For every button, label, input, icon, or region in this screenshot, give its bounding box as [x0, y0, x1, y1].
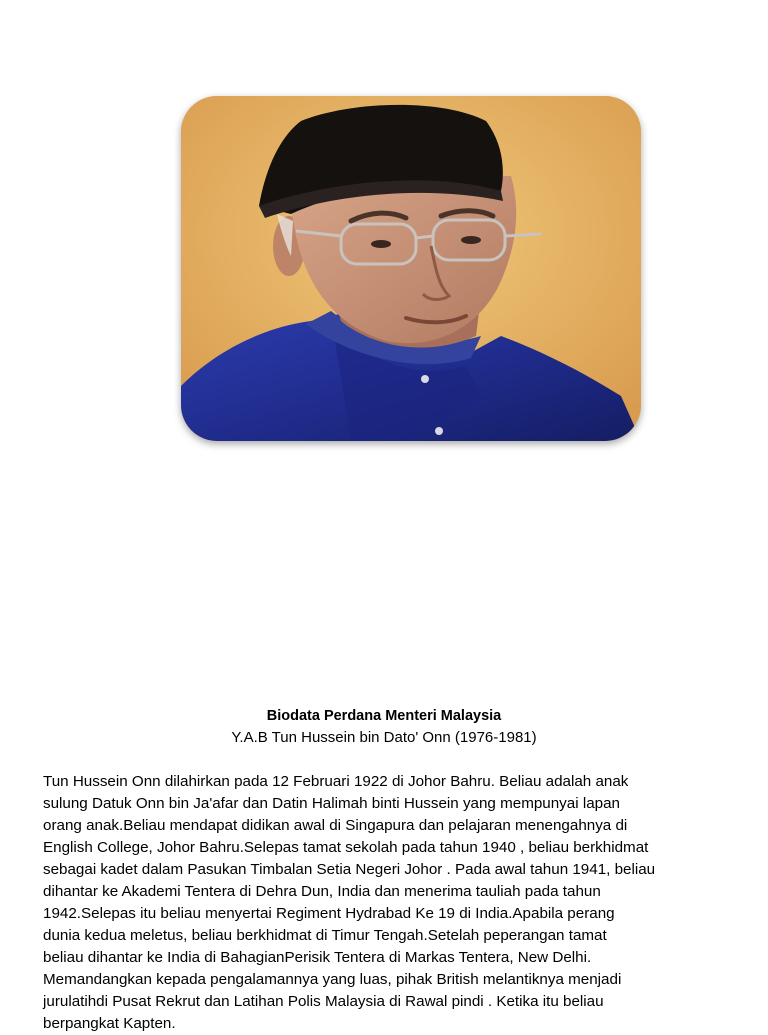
paragraph-line: berpangkat Kapten. [43, 1015, 176, 1032]
portrait-photo [181, 96, 641, 441]
document-subtitle: Y.A.B Tun Hussein bin Dato' Onn (1976-1981) [231, 729, 537, 746]
paragraph-line: beliau dihantar ke India di BahagianPerisik Tentera di Markas Tentera, New Delhi. [43, 949, 592, 966]
paragraph-line: English College, Johor Bahru.Selepas tamat sekolah pada tahun 1940 , beliau berkhidmat [43, 839, 649, 856]
paragraph-line: dunia kedua meletus, beliau berkhidmat di Timur Tengah.Setelah peperangan tamat [43, 927, 607, 944]
paragraph-line: Memandangkan kepada pengalamannya yang luas, pihak British melantiknya menjadi [43, 971, 622, 988]
paragraph-line: orang anak.Beliau mendapat didikan awal di Singapura dan pelajaran menengahnya di [43, 817, 628, 834]
portrait-illustration [181, 96, 641, 441]
paragraph-line: jurulatihdi Pusat Rekrut dan Latihan Polis Malaysia di Rawal pindi . Ketika itu beliau [43, 993, 604, 1010]
paragraph-line: Tun Hussein Onn dilahirkan pada 12 Februari 1922 di Johor Bahru. Beliau adalah anak [43, 773, 629, 790]
paragraph-line: dihantar ke Akademi Tentera di Dehra Dun, India dan menerima tauliah pada tahun [43, 883, 601, 900]
document-title: Biodata Perdana Menteri Malaysia [266, 708, 502, 724]
paragraph-line: sebagai kadet dalam Pasukan Timbalan Setia Negeri Johor . Pada awal tahun 1941, beliau [43, 861, 656, 878]
paragraph-line: sulung Datuk Onn bin Ja'afar dan Datin Halimah binti Hussein yang mempunyai lapan [43, 795, 620, 812]
biography-paragraph [43, 771, 733, 1035]
paragraph-line: 1942.Selepas itu beliau menyertai Regiment Hydrabad Ke 19 di India.Apabila perang [43, 905, 615, 922]
